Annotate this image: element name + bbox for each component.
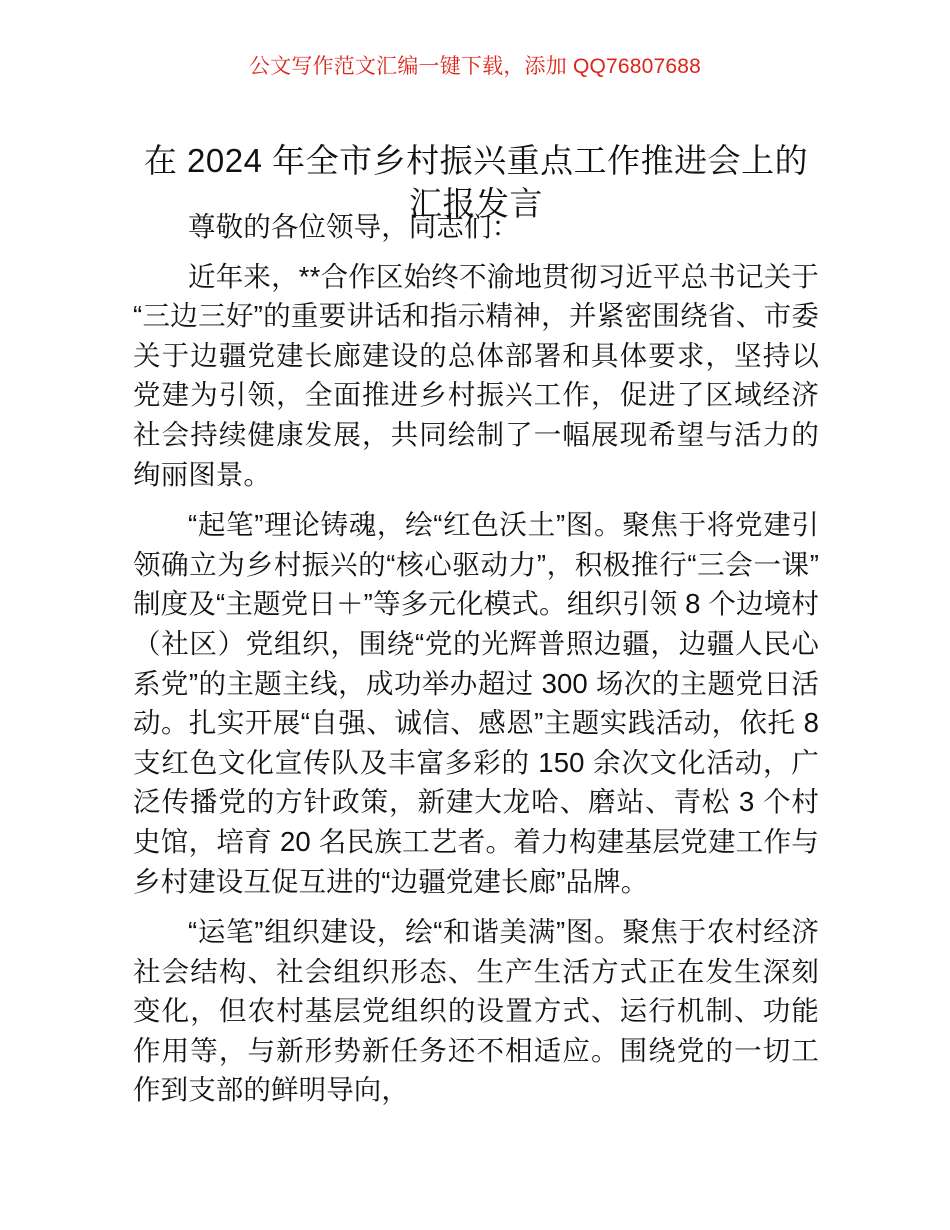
- paragraph-salutation: 尊敬的各位领导，同志们：: [188, 211, 520, 242]
- document-body: [133, 207, 819, 1110]
- paragraph-intro: 近年来，**合作区始终不渝地贯彻习近平总书记关于“三边三好”的重要讲话和指示精神，并紧密围绕省、市委关于边疆党建长廊建设的总体部署和具体要求，坚持以党建为引领，全面推进乡村振兴工作，促进了区域经济社会持续健康发展，共同绘制了一幅展现希望与活力的绚丽图景。: [133, 260, 819, 490]
- page-title: 在 2024 年全市乡村振兴重点工作推进会上的汇报发言: [143, 142, 809, 223]
- promo-header-banner: 公文写作范文汇编一键下载，添加 QQ76807688: [248, 55, 702, 78]
- paragraph-section-yunbi: “运笔”组织建设，绘“和谐美满”图。聚焦于农村经济社会结构、社会组织形态、生产生活方式正在发生深刻变化，但农村基层党组织的设置方式、运行机制、功能作用等，与新形势新任务还不相适应。围绕党的一切工作到支部的鲜明导向，: [133, 916, 819, 1106]
- paragraph-section-qibi: “起笔”理论铸魂，绘“红色沃土”图。聚焦于将党建引领确立为乡村振兴的“核心驱动力”，积极推行“三会一课”制度及“主题党日＋”等多元化模式。组织引领 8 个边境村（社区）党组织，围绕“党的光辉普照边疆，边疆人民心系党”的主题主线，成功举办超过 300 场次的主题党日活动。扎实开展“自强、诚信、感恩”主题实践活动，依托 8 支红色文化宣传队及丰富多彩的 150 余次文化活动，广泛传播党的方针政策，新建大龙哈、磨站、青松 3 个村史馆，培育 20 名民族工艺者。着力构建基层党建工作与乡村建设互促互进的“边疆党建长廊”品牌。: [133, 509, 819, 897]
